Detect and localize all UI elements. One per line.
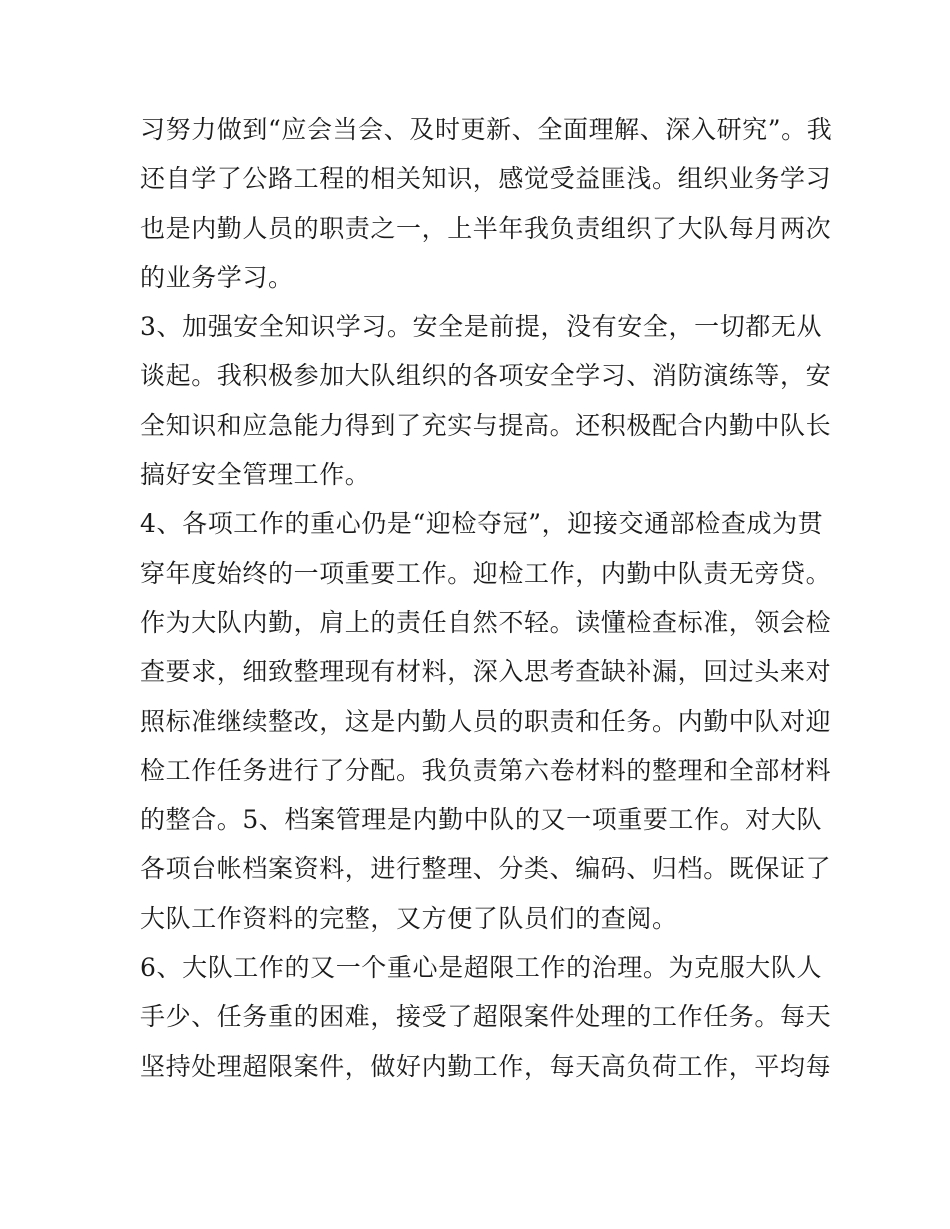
text-line: 的业务学习。 [140, 262, 294, 292]
text-line: 习努力做到“应会当会、及时更新、全面理解、深入研究”。我 [140, 115, 833, 144]
text-line: 也是内勤人员的职责之一，上半年我负责组织了大队每月两次 [140, 213, 832, 243]
text-line: 6、大队工作的又一个重心是超限工作的治理。为克服大队人 [140, 953, 823, 983]
text-line: 查要求，细致整理现有材料，深入思考查缺补漏，回过头来对 [140, 657, 832, 687]
text-line: 照标准继续整改，这是内勤人员的职责和任务。内勤中队对迎 [140, 706, 832, 736]
text-line: 手少、任务重的困难，接受了超限案件处理的工作任务。每天 [140, 1002, 832, 1032]
text-line: 各项台帐档案资料，进行整理、分类、编码、归档。既保证了 [140, 854, 832, 884]
text-line: 搞好安全管理工作。 [140, 460, 371, 490]
text-line: 坚持处理超限案件，做好内勤工作，每天高负荷工作，平均每 [140, 1051, 832, 1081]
text-line: 检工作任务进行了分配。我负责第六卷材料的整理和全部材料 [140, 755, 832, 785]
document-body [140, 105, 833, 1091]
text-line: 全知识和应急能力得到了充实与提高。还积极配合内勤中队长 [140, 410, 832, 440]
text-line: 的整合。5、档案管理是内勤中队的又一项重要工作。对大队 [140, 805, 823, 835]
text-line: 4、各项工作的重心仍是“迎检夺冠”，迎接交通部检查成为贯 [140, 509, 824, 539]
text-line: 大队工作资料的完整，又方便了队员们的查阅。 [140, 903, 678, 933]
text-line: 谈起。我积极参加大队组织的各项安全学习、消防演练等，安 [140, 361, 832, 391]
text-line: 作为大队内勤，肩上的责任自然不轻。读懂检查标准，领会检 [140, 607, 832, 637]
text-line: 3、加强安全知识学习。安全是前提，没有安全，一切都无从 [140, 312, 823, 342]
text-line: 还自学了公路工程的相关知识，感觉受益匪浅。组织业务学习 [140, 164, 832, 194]
text-line: 穿年度始终的一项重要工作。迎检工作，内勤中队责无旁贷。 [140, 558, 832, 588]
